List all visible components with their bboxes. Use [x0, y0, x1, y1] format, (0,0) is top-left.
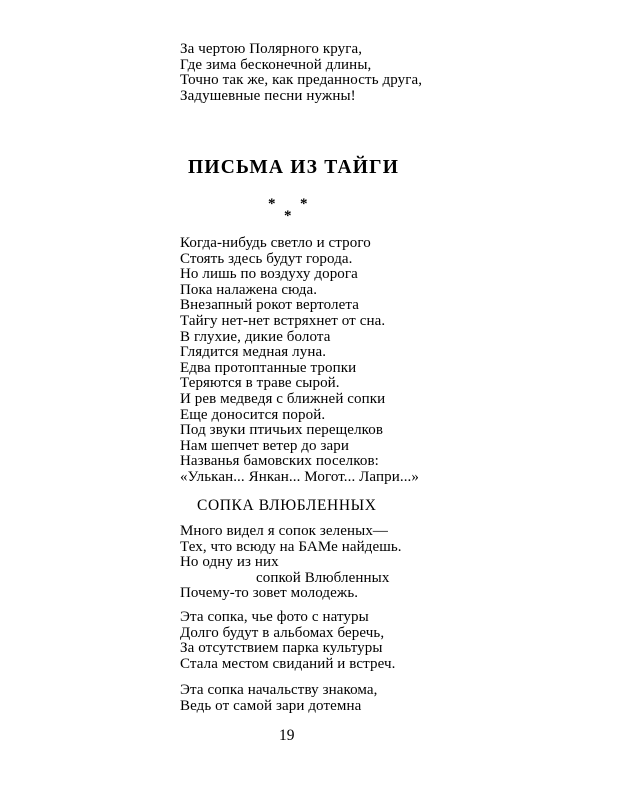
poem-line: Еще доносится порой.: [180, 406, 326, 423]
poem-line: Стала местом свиданий и встреч.: [180, 655, 396, 672]
poem-line-indented: сопкой Влюбленных: [256, 569, 390, 586]
poem-line: Тайгу нет-нет встряхнет от сна.: [180, 312, 386, 329]
poem-line: Едва протоптанные тропки: [180, 359, 357, 376]
poem-line: Задушевные песни нужны!: [180, 87, 356, 104]
poem-line: Глядится медная луна.: [180, 344, 327, 361]
asterism-star: *: [268, 196, 276, 212]
poem-line: Стоять здесь будут города.: [180, 250, 353, 267]
poem-line: Почему-то зовет молодежь.: [180, 585, 359, 602]
poem-line: Но одну из них: [180, 554, 279, 571]
poem-line: Внезапный рокот вертолета: [180, 297, 359, 314]
poem-line: «Улькан... Янкан... Могот... Лапри...»: [180, 468, 419, 485]
poem-sopka-stanza-3: [180, 683, 378, 714]
asterism-star: *: [284, 208, 292, 224]
poem-line: Под звуки птичьих перещелков: [180, 422, 384, 439]
poem-line: За чертою Полярного круга,: [180, 41, 363, 57]
poem-sopka-stanza-2: [180, 610, 395, 672]
poem-title: СОПКА ВЛЮБЛЕННЫХ: [197, 497, 377, 514]
poem-line: Нам шепчет ветер до зари: [180, 437, 349, 454]
poem-line: Пока налажена сюда.: [180, 281, 318, 298]
poem-line: В глухие, дикие болота: [180, 328, 331, 345]
poem-line: Теряются в траве сырой.: [180, 375, 340, 392]
poem-line: За отсутствием парка культуры: [180, 640, 383, 657]
poem-line: Тех, что всюду на БАМе найдешь.: [180, 538, 402, 555]
poem-taiga: [180, 236, 419, 486]
opening-stanza: [180, 42, 422, 104]
poem-line: Когда-нибудь светло и строго: [180, 235, 371, 251]
asterism: [268, 197, 308, 225]
poem-line: Где зима бесконечной длины,: [180, 56, 372, 73]
poem-sopka-stanza-1: [180, 524, 402, 602]
poem-line: Долго будут в альбомах беречь,: [180, 624, 385, 641]
poem-line: Эта сопка, чье фото с натуры: [180, 609, 369, 625]
poem-line: И рев медведя с ближней сопки: [180, 390, 386, 407]
poem-line: Эта сопка начальству знакома,: [180, 682, 378, 698]
poem-line: Много видел я сопок зеленых—: [180, 523, 389, 539]
section-title: ПИСЬМА ИЗ ТАЙГИ: [188, 157, 400, 178]
poem-line: Ведь от самой зари дотемна: [180, 697, 362, 714]
asterism-star: *: [300, 196, 308, 212]
poem-line: Названья бамовских поселков:: [180, 453, 379, 470]
poem-line: Но лишь по воздуху дорога: [180, 266, 358, 283]
poem-line: Точно так же, как преданность друга,: [180, 72, 423, 89]
page-number: 19: [279, 727, 295, 744]
